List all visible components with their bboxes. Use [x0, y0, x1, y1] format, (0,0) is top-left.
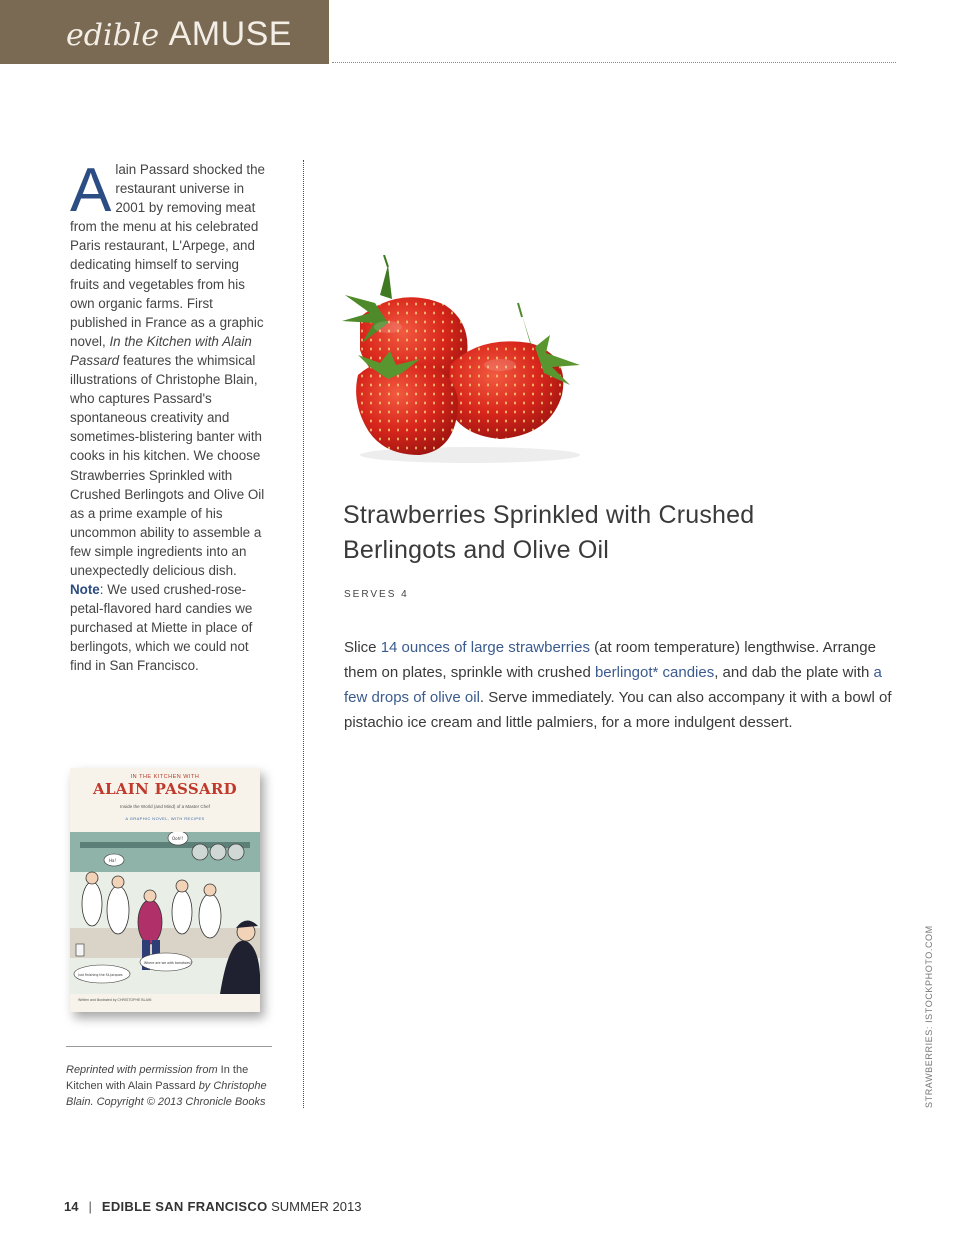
book-cover	[70, 768, 260, 1012]
ingredient-berlingot: berlingot* candies	[594, 664, 715, 681]
caption-part-2: In the Kitchen with Alain Passard	[66, 1064, 249, 1092]
photo-credit: STRAWBERRIES: ISTOCKPHOTO.COM	[924, 925, 934, 1108]
bubble-3: Where are we with tomatoes?	[144, 961, 192, 965]
intro-text-3: : We used crushed-rose-petal-flavored hard candies we purchased at Miette in place of berlingots, which we could not find in San Francisco.	[70, 582, 253, 674]
cover-subtitle: Inside the World (and Mind) of a Master Chef	[120, 804, 210, 809]
ingredient-olive-oil: a few drops of olive oil	[344, 664, 882, 706]
column-divider	[303, 160, 304, 1108]
ingredient-strawberries: 14 ounces of large strawberries	[380, 639, 590, 656]
header-dotted-rule	[332, 62, 896, 63]
brand-edible: edible	[66, 18, 160, 53]
recipe-body-3: , and dab the plate with	[714, 664, 874, 681]
caption-part-1: Reprinted with permission from	[66, 1064, 218, 1076]
page-footer	[64, 1199, 361, 1214]
cover-title: ALAIN PASSARD	[93, 780, 237, 798]
publication-name: EDIBLE SAN FRANCISCO	[101, 1199, 268, 1214]
cover-subtitle-2: A GRAPHIC NOVEL, WITH RECIPES	[125, 816, 205, 821]
section-name: AMUSE	[168, 15, 292, 53]
note-label: Note	[70, 582, 100, 598]
cover-credit: Written and illustrated by CHRISTOPHE BLAIN	[78, 998, 152, 1002]
recipe-serves: SERVES 4	[344, 589, 409, 600]
caption-part-3: by Christophe Blain. Copyright © 2013 Chronicle Books	[66, 1080, 267, 1108]
issue-name: SUMMER 2013	[271, 1199, 362, 1214]
page-number: 14	[64, 1199, 79, 1214]
cover-kicker: IN THE KITCHEN WITH	[130, 774, 200, 780]
intro-text-1: lain Passard shocked the restaurant universe in 2001 by removing meat from the menu at his celebrated Paris restaurant, L'Arpege, and dedicating himself to serving fruits and vegetables from his own organic farms. First published in France as a graphic novel,	[70, 162, 265, 349]
caption-rule	[66, 1046, 272, 1047]
bubble-1: Ooh!!	[172, 836, 184, 841]
footer-separator: |	[88, 1199, 92, 1214]
section-title	[66, 14, 292, 56]
bubble-2: Ha!	[109, 858, 117, 863]
drop-cap: A	[70, 156, 112, 225]
recipe-body-4: . Serve immediately. You can also accompany it with a bowl of pistachio ice cream and little palmiers, for a more indulgent dessert.	[344, 689, 892, 731]
bubble-4: Just finishing the St-Jacques	[78, 973, 123, 977]
recipe-body-1: Slice	[344, 639, 381, 656]
recipe-instructions	[344, 635, 894, 735]
recipe-body-2: (at room temperature) lengthwise. Arrange them on plates, sprinkle with crushed	[344, 639, 876, 681]
intro-book-title: In the Kitchen with Alain Passard	[70, 333, 252, 368]
reprint-caption	[66, 1062, 276, 1110]
intro-paragraph	[70, 156, 266, 676]
strawberries-photo	[340, 255, 600, 465]
intro-text-2: features the whimsical illustrations of Christophe Blain, who captures Passard's spontaneous creativity and sometimes-blistering banter with cooks in his kitchen. We choose Strawberries Sprinkled with Crushed Berlingots and Olive Oil as a prime example of his uncommon ability to assemble a few simple ingredients into an unexpectedly delicious dish.	[70, 352, 265, 578]
cover-illustration	[70, 832, 260, 994]
recipe-title: Strawberries Sprinkled with Crushed Berlingots and Olive Oil	[343, 501, 755, 564]
